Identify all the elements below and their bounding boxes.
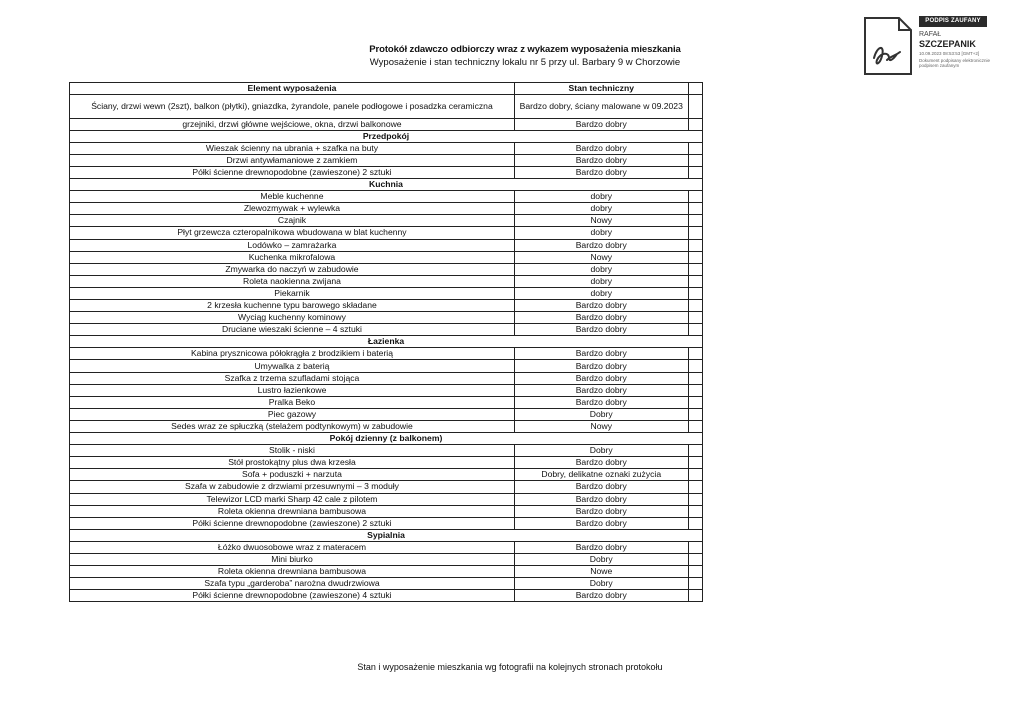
table-row	[70, 287, 703, 299]
condition-cell: Bardzo dobry	[514, 142, 688, 154]
table-row	[70, 227, 703, 239]
extra-cell	[688, 493, 702, 505]
condition-cell: dobry	[514, 275, 688, 287]
table-row	[70, 215, 703, 227]
extra-cell	[688, 203, 702, 215]
table-row	[70, 275, 703, 287]
condition-cell: Bardzo dobry	[514, 517, 688, 529]
condition-cell: Bardzo dobry, ściany malowane w 09.2023	[514, 95, 688, 119]
condition-cell: Bardzo dobry	[514, 348, 688, 360]
section-title: Łazienka	[70, 336, 703, 348]
table-row	[70, 566, 703, 578]
condition-cell: Nowe	[514, 566, 688, 578]
extra-cell	[688, 348, 702, 360]
item-cell: Szafa typu „garderoba” narożna dwudrzwiowa	[70, 578, 515, 590]
item-cell: Płyt grzewcza czteropalnikowa wbudowana w blat kuchenny	[70, 227, 515, 239]
condition-cell: Bardzo dobry	[514, 505, 688, 517]
item-cell: Wyciąg kuchenny kominowy	[70, 312, 515, 324]
header-item: Element wyposażenia	[70, 83, 515, 95]
document-footer: Stan i wyposażenie mieszkania wg fotografii na kolejnych stronach protokołu	[357, 662, 663, 672]
item-cell: Sofa + poduszki + narzuta	[70, 469, 515, 481]
condition-cell: Dobry	[514, 408, 688, 420]
signer-last-name: SZCZEPANIK	[919, 39, 976, 49]
item-cell: Łóżko dwuosobowe wraz z materacem	[70, 541, 515, 553]
extra-cell	[688, 481, 702, 493]
trusted-signature-stamp	[863, 16, 1003, 76]
equipment-table	[69, 82, 703, 602]
section-row	[70, 336, 703, 348]
table-row	[70, 203, 703, 215]
table-row	[70, 166, 703, 178]
section-title: Sypialnia	[70, 529, 703, 541]
signature-date: 10.09.2023 08:53:53 [GMT+2]	[919, 51, 980, 56]
table-row	[70, 154, 703, 166]
extra-cell	[688, 239, 702, 251]
table-row	[70, 118, 703, 130]
section-row	[70, 179, 703, 191]
section-title: Kuchnia	[70, 179, 703, 191]
header-extra	[688, 83, 702, 95]
condition-cell: Dobry	[514, 578, 688, 590]
condition-cell: Bardzo dobry	[514, 118, 688, 130]
extra-cell	[688, 590, 702, 602]
item-cell: Druciane wieszaki ścienne – 4 sztuki	[70, 324, 515, 336]
table-row	[70, 578, 703, 590]
signer-first-name: RAFAŁ	[919, 31, 942, 38]
table-row	[70, 312, 703, 324]
extra-cell	[688, 578, 702, 590]
extra-cell	[688, 566, 702, 578]
extra-cell	[688, 215, 702, 227]
item-cell: Piekarnik	[70, 287, 515, 299]
extra-cell	[688, 95, 702, 119]
item-cell: Półki ścienne drewnopodobne (zawieszone) 2 sztuki	[70, 166, 515, 178]
condition-cell: dobry	[514, 287, 688, 299]
condition-cell: Bardzo dobry	[514, 324, 688, 336]
item-cell: Mini biurko	[70, 553, 515, 565]
extra-cell	[688, 420, 702, 432]
item-cell: Umywalka z baterią	[70, 360, 515, 372]
condition-cell: Bardzo dobry	[514, 541, 688, 553]
table-row	[70, 541, 703, 553]
item-cell: grzejniki, drzwi główne wejściowe, okna, drzwi balkonowe	[70, 118, 515, 130]
condition-cell: Bardzo dobry	[514, 300, 688, 312]
extra-cell	[688, 227, 702, 239]
extra-cell	[688, 408, 702, 420]
item-cell: Roleta naokienna zwijana	[70, 275, 515, 287]
extra-cell	[688, 469, 702, 481]
item-cell: Czajnik	[70, 215, 515, 227]
extra-cell	[688, 287, 702, 299]
item-cell: Szafka z trzema szufladami stojąca	[70, 372, 515, 384]
item-cell: Półki ścienne drewnopodobne (zawieszone) 4 sztuki	[70, 590, 515, 602]
table-row	[70, 300, 703, 312]
extra-cell	[688, 275, 702, 287]
condition-cell: Bardzo dobry	[514, 360, 688, 372]
item-cell: Roleta okienna drewniana bambusowa	[70, 505, 515, 517]
condition-cell: dobry	[514, 203, 688, 215]
extra-cell	[688, 324, 702, 336]
table-row	[70, 420, 703, 432]
extra-cell	[688, 166, 702, 178]
table-row	[70, 142, 703, 154]
table-row	[70, 505, 703, 517]
extra-cell	[688, 154, 702, 166]
condition-cell: dobry	[514, 191, 688, 203]
condition-cell: Bardzo dobry	[514, 154, 688, 166]
table-row	[70, 324, 703, 336]
condition-cell: Nowy	[514, 420, 688, 432]
extra-cell	[688, 384, 702, 396]
item-cell: Kabina prysznicowa półokrągła z brodzikiem i baterią	[70, 348, 515, 360]
condition-cell: Bardzo dobry	[514, 239, 688, 251]
extra-cell	[688, 505, 702, 517]
item-cell: Sedes wraz ze spłuczką (stelażem podtynkowym) w zabudowie	[70, 420, 515, 432]
item-cell: Stolik - niski	[70, 445, 515, 457]
condition-cell: Bardzo dobry	[514, 457, 688, 469]
item-cell: Ściany, drzwi wewn (2szt), balkon (płytki), gniazdka, żyrandole, panele podłogowe i posadzka ceramiczna	[70, 95, 515, 119]
extra-cell	[688, 517, 702, 529]
table-row	[70, 517, 703, 529]
item-cell: Kuchenka mikrofalowa	[70, 251, 515, 263]
item-cell: 2 krzesła kuchenne typu barowego składane	[70, 300, 515, 312]
condition-cell: Bardzo dobry	[514, 396, 688, 408]
table-row	[70, 239, 703, 251]
condition-cell: Bardzo dobry	[514, 312, 688, 324]
item-cell: Drzwi antywłamaniowe z zamkiem	[70, 154, 515, 166]
condition-cell: Bardzo dobry	[514, 481, 688, 493]
extra-cell	[688, 142, 702, 154]
section-row	[70, 433, 703, 445]
table-row	[70, 384, 703, 396]
condition-cell: Bardzo dobry	[514, 384, 688, 396]
condition-cell: Dobry	[514, 553, 688, 565]
item-cell: Zmywarka do naczyń w zabudowie	[70, 263, 515, 275]
item-cell: Pralka Beko	[70, 396, 515, 408]
table-row	[70, 408, 703, 420]
table-row	[70, 263, 703, 275]
extra-cell	[688, 553, 702, 565]
table-row	[70, 445, 703, 457]
item-cell: Półki ścienne drewnopodobne (zawieszone) 2 sztuki	[70, 517, 515, 529]
extra-cell	[688, 396, 702, 408]
condition-cell: Bardzo dobry	[514, 372, 688, 384]
section-row	[70, 529, 703, 541]
extra-cell	[688, 118, 702, 130]
item-cell: Lodówko – zamrażarka	[70, 239, 515, 251]
document-title: Protokół zdawczo odbiorczy wraz z wykazem wyposażenia mieszkania	[369, 44, 681, 55]
condition-cell: Bardzo dobry	[514, 166, 688, 178]
table-row	[70, 360, 703, 372]
condition-cell: Bardzo dobry	[514, 493, 688, 505]
table-row	[70, 372, 703, 384]
extra-cell	[688, 457, 702, 469]
table-row	[70, 95, 703, 119]
extra-cell	[688, 372, 702, 384]
condition-cell: dobry	[514, 227, 688, 239]
extra-cell	[688, 445, 702, 457]
table-row	[70, 553, 703, 565]
extra-cell	[688, 360, 702, 372]
section-row	[70, 130, 703, 142]
condition-cell: Dobry	[514, 445, 688, 457]
item-cell: Zlewozmywak + wylewka	[70, 203, 515, 215]
extra-cell	[688, 191, 702, 203]
condition-cell: Nowy	[514, 215, 688, 227]
extra-cell	[688, 251, 702, 263]
table-row	[70, 348, 703, 360]
extra-cell	[688, 312, 702, 324]
table-row	[70, 469, 703, 481]
table-body	[70, 95, 703, 602]
item-cell: Piec gazowy	[70, 408, 515, 420]
extra-cell	[688, 300, 702, 312]
condition-cell: Dobry, delikatne oznaki zużycia	[514, 469, 688, 481]
table-row	[70, 493, 703, 505]
condition-cell: Bardzo dobry	[514, 590, 688, 602]
section-title: Przedpokój	[70, 130, 703, 142]
table-row	[70, 481, 703, 493]
table-row	[70, 590, 703, 602]
signed-document-icon	[863, 16, 913, 76]
item-cell: Stół prostokątny plus dwa krzesła	[70, 457, 515, 469]
condition-cell: Nowy	[514, 251, 688, 263]
header-condition: Stan techniczny	[514, 83, 688, 95]
document-subtitle: Wyposażenie i stan techniczny lokalu nr 5 przy ul. Barbary 9 w Chorzowie	[369, 57, 681, 68]
table-row	[70, 396, 703, 408]
table-row	[70, 457, 703, 469]
extra-cell	[688, 541, 702, 553]
signature-badge: PODPIS ZAUFANY	[919, 16, 987, 27]
table-row	[70, 251, 703, 263]
section-title: Pokój dzienny (z balkonem)	[70, 433, 703, 445]
item-cell: Meble kuchenne	[70, 191, 515, 203]
signature-note: Dokument podpisany elektronicznie podpisem zaufanym	[919, 58, 991, 69]
condition-cell: dobry	[514, 263, 688, 275]
item-cell: Telewizor LCD marki Sharp 42 cale z pilotem	[70, 493, 515, 505]
item-cell: Lustro łazienkowe	[70, 384, 515, 396]
item-cell: Wieszak ścienny na ubrania + szafka na buty	[70, 142, 515, 154]
table-row	[70, 191, 703, 203]
item-cell: Szafa w zabudowie z drzwiami przesuwnymi – 3 moduły	[70, 481, 515, 493]
table-header-row	[70, 83, 703, 95]
extra-cell	[688, 263, 702, 275]
item-cell: Roleta okienna drewniana bambusowa	[70, 566, 515, 578]
